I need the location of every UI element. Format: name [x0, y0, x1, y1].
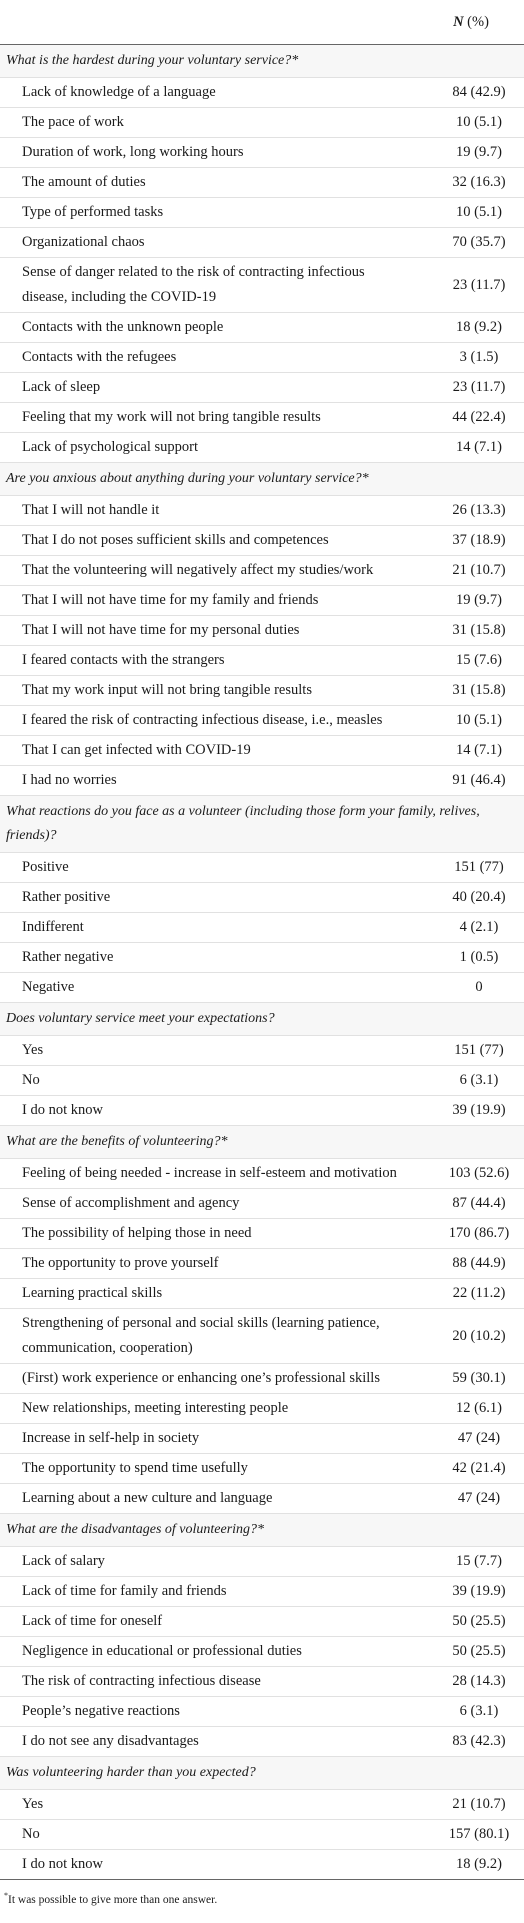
question-text: What are the disadvantages of volunteering?*: [0, 1514, 524, 1547]
option-label: That I can get infected with COVID-19: [0, 736, 410, 766]
option-label: Lack of salary: [0, 1547, 410, 1577]
option-value: 31 (15.8): [410, 616, 524, 646]
option-label: Lack of sleep: [0, 373, 410, 403]
option-label: That I will not have time for my personal duties: [0, 616, 410, 646]
table-row: [0, 1790, 524, 1820]
question-text: What are the benefits of volunteering?*: [0, 1126, 524, 1159]
question-text: Was volunteering harder than you expected?: [0, 1757, 524, 1790]
option-label: Duration of work, long working hours: [0, 138, 410, 168]
question-row: [0, 1757, 524, 1790]
option-label: Type of performed tasks: [0, 198, 410, 228]
option-label: Sense of accomplishment and agency: [0, 1189, 410, 1219]
option-label: The possibility of helping those in need: [0, 1219, 410, 1249]
table-row: [0, 1547, 524, 1577]
table-row: [0, 1637, 524, 1667]
header-label-column: [0, 0, 410, 45]
option-value: 151 (77): [410, 853, 524, 883]
option-value: 4 (2.1): [410, 913, 524, 943]
question-row: [0, 1514, 524, 1547]
table-row: [0, 228, 524, 258]
table-row: [0, 1159, 524, 1189]
option-label: (First) work experience or enhancing one’s professional skills: [0, 1364, 410, 1394]
header-n: N: [453, 13, 464, 30]
table-row: [0, 1249, 524, 1279]
table-row: [0, 1484, 524, 1514]
table-row: [0, 78, 524, 108]
option-label: Yes: [0, 1790, 410, 1820]
table-row: [0, 168, 524, 198]
option-value: 19 (9.7): [410, 138, 524, 168]
option-label: Negative: [0, 973, 410, 1003]
option-label: I do not know: [0, 1850, 410, 1880]
question-row: [0, 1003, 524, 1036]
option-value: 50 (25.5): [410, 1607, 524, 1637]
table-row: [0, 913, 524, 943]
table-row: [0, 1096, 524, 1126]
option-value: 15 (7.7): [410, 1547, 524, 1577]
table-row: [0, 943, 524, 973]
table-row: [0, 1607, 524, 1637]
option-label: Positive: [0, 853, 410, 883]
table-row: [0, 646, 524, 676]
option-value: 88 (44.9): [410, 1249, 524, 1279]
option-value: 23 (11.7): [410, 258, 524, 313]
option-value: 21 (10.7): [410, 556, 524, 586]
option-value: 20 (10.2): [410, 1309, 524, 1364]
option-value: 6 (3.1): [410, 1697, 524, 1727]
option-value: 44 (22.4): [410, 403, 524, 433]
option-value: 3 (1.5): [410, 343, 524, 373]
option-label: That I do not poses sufficient skills and competences: [0, 526, 410, 556]
footnote-text: It was possible to give more than one answer.: [8, 1893, 218, 1906]
option-value: 47 (24): [410, 1484, 524, 1514]
option-value: 84 (42.9): [410, 78, 524, 108]
option-label: People’s negative reactions: [0, 1697, 410, 1727]
option-label: Indifferent: [0, 913, 410, 943]
option-value: 18 (9.2): [410, 1850, 524, 1880]
option-value: 10 (5.1): [410, 108, 524, 138]
option-value: 103 (52.6): [410, 1159, 524, 1189]
option-value: 32 (16.3): [410, 168, 524, 198]
question-text: What reactions do you face as a volunteer (including those form your family, relives, friends)?: [0, 796, 524, 853]
option-value: 37 (18.9): [410, 526, 524, 556]
table-row: [0, 1309, 524, 1364]
question-row: [0, 796, 524, 853]
question-text: Does voluntary service meet your expectations?: [0, 1003, 524, 1036]
option-value: 6 (3.1): [410, 1066, 524, 1096]
option-label: Rather positive: [0, 883, 410, 913]
table-row: [0, 433, 524, 463]
option-label: That the volunteering will negatively affect my studies/work: [0, 556, 410, 586]
option-value: 1 (0.5): [410, 943, 524, 973]
header-n-percent: [410, 0, 524, 45]
table-body: [0, 45, 524, 1880]
option-value: 26 (13.3): [410, 496, 524, 526]
option-label: I do not see any disadvantages: [0, 1727, 410, 1757]
option-value: 40 (20.4): [410, 883, 524, 913]
table-row: [0, 616, 524, 646]
option-value: 70 (35.7): [410, 228, 524, 258]
option-value: 39 (19.9): [410, 1577, 524, 1607]
option-label: Strengthening of personal and social skills (learning patience, communication, cooperation): [0, 1309, 410, 1364]
table-row: [0, 1820, 524, 1850]
table-row: [0, 1454, 524, 1484]
table-row: [0, 403, 524, 433]
question-row: [0, 45, 524, 78]
table-row: [0, 198, 524, 228]
option-value: 28 (14.3): [410, 1667, 524, 1697]
option-label: Feeling that my work will not bring tangible results: [0, 403, 410, 433]
table-row: [0, 1066, 524, 1096]
table-row: [0, 1850, 524, 1880]
option-value: 18 (9.2): [410, 313, 524, 343]
table-row: [0, 1394, 524, 1424]
table-row: [0, 1219, 524, 1249]
option-label: Organizational chaos: [0, 228, 410, 258]
table-row: [0, 496, 524, 526]
table-row: [0, 973, 524, 1003]
header-percent: (%): [467, 13, 489, 30]
option-value: 22 (11.2): [410, 1279, 524, 1309]
table-row: [0, 853, 524, 883]
option-label: I had no worries: [0, 766, 410, 796]
table-row: [0, 1036, 524, 1066]
question-row: [0, 463, 524, 496]
table-row: [0, 1424, 524, 1454]
option-label: I do not know: [0, 1096, 410, 1126]
table-row: [0, 1189, 524, 1219]
table-row: [0, 108, 524, 138]
table-row: [0, 343, 524, 373]
option-label: Lack of time for family and friends: [0, 1577, 410, 1607]
option-value: 91 (46.4): [410, 766, 524, 796]
option-value: 15 (7.6): [410, 646, 524, 676]
table-row: [0, 1697, 524, 1727]
table-row: [0, 138, 524, 168]
table-row: [0, 883, 524, 913]
option-label: New relationships, meeting interesting people: [0, 1394, 410, 1424]
option-label: I feared the risk of contracting infectious disease, i.e., measles: [0, 706, 410, 736]
question-row: [0, 1126, 524, 1159]
option-label: Learning about a new culture and language: [0, 1484, 410, 1514]
option-label: That my work input will not bring tangible results: [0, 676, 410, 706]
option-value: 12 (6.1): [410, 1394, 524, 1424]
option-label: Lack of time for oneself: [0, 1607, 410, 1637]
option-label: The amount of duties: [0, 168, 410, 198]
option-label: No: [0, 1820, 410, 1850]
option-value: 42 (21.4): [410, 1454, 524, 1484]
option-value: 14 (7.1): [410, 736, 524, 766]
option-value: 157 (80.1): [410, 1820, 524, 1850]
table-header-row: [0, 0, 524, 45]
footnote: [0, 1891, 524, 1906]
option-value: 10 (5.1): [410, 198, 524, 228]
option-label: That I will not handle it: [0, 496, 410, 526]
option-value: 10 (5.1): [410, 706, 524, 736]
option-label: Rather negative: [0, 943, 410, 973]
table-row: [0, 586, 524, 616]
option-label: The opportunity to prove yourself: [0, 1249, 410, 1279]
table-row: [0, 556, 524, 586]
option-value: 23 (11.7): [410, 373, 524, 403]
table-row: [0, 1364, 524, 1394]
option-label: The opportunity to spend time usefully: [0, 1454, 410, 1484]
table-row: [0, 766, 524, 796]
table-row: [0, 706, 524, 736]
table-row: [0, 1279, 524, 1309]
question-text: What is the hardest during your voluntary service?*: [0, 45, 524, 78]
table-row: [0, 526, 524, 556]
option-value: 87 (44.4): [410, 1189, 524, 1219]
footnote-mark: *: [4, 1891, 8, 1900]
option-label: No: [0, 1066, 410, 1096]
table-row: [0, 1667, 524, 1697]
option-value: 31 (15.8): [410, 676, 524, 706]
option-label: Negligence in educational or professional duties: [0, 1637, 410, 1667]
option-label: Contacts with the unknown people: [0, 313, 410, 343]
option-label: Increase in self-help in society: [0, 1424, 410, 1454]
option-value: 47 (24): [410, 1424, 524, 1454]
option-value: 21 (10.7): [410, 1790, 524, 1820]
option-value: 19 (9.7): [410, 586, 524, 616]
option-value: 50 (25.5): [410, 1637, 524, 1667]
table-row: [0, 313, 524, 343]
option-value: 14 (7.1): [410, 433, 524, 463]
option-label: Lack of psychological support: [0, 433, 410, 463]
option-label: Lack of knowledge of a language: [0, 78, 410, 108]
option-label: Feeling of being needed - increase in self-esteem and motivation: [0, 1159, 410, 1189]
option-label: The risk of contracting infectious disease: [0, 1667, 410, 1697]
option-value: 151 (77): [410, 1036, 524, 1066]
table-row: [0, 373, 524, 403]
option-label: Yes: [0, 1036, 410, 1066]
table-row: [0, 1727, 524, 1757]
option-value: 59 (30.1): [410, 1364, 524, 1394]
option-label: I feared contacts with the strangers: [0, 646, 410, 676]
option-value: 39 (19.9): [410, 1096, 524, 1126]
table-row: [0, 1577, 524, 1607]
table-row: [0, 736, 524, 766]
option-label: Learning practical skills: [0, 1279, 410, 1309]
option-value: 83 (42.3): [410, 1727, 524, 1757]
table-row: [0, 258, 524, 313]
option-label: That I will not have time for my family and friends: [0, 586, 410, 616]
option-label: Sense of danger related to the risk of contracting infectious disease, including the COVID-19: [0, 258, 410, 313]
option-label: Contacts with the refugees: [0, 343, 410, 373]
table-row: [0, 676, 524, 706]
option-value: 170 (86.7): [410, 1219, 524, 1249]
option-label: The pace of work: [0, 108, 410, 138]
question-text: Are you anxious about anything during your voluntary service?*: [0, 463, 524, 496]
option-value: 0: [410, 973, 524, 1003]
